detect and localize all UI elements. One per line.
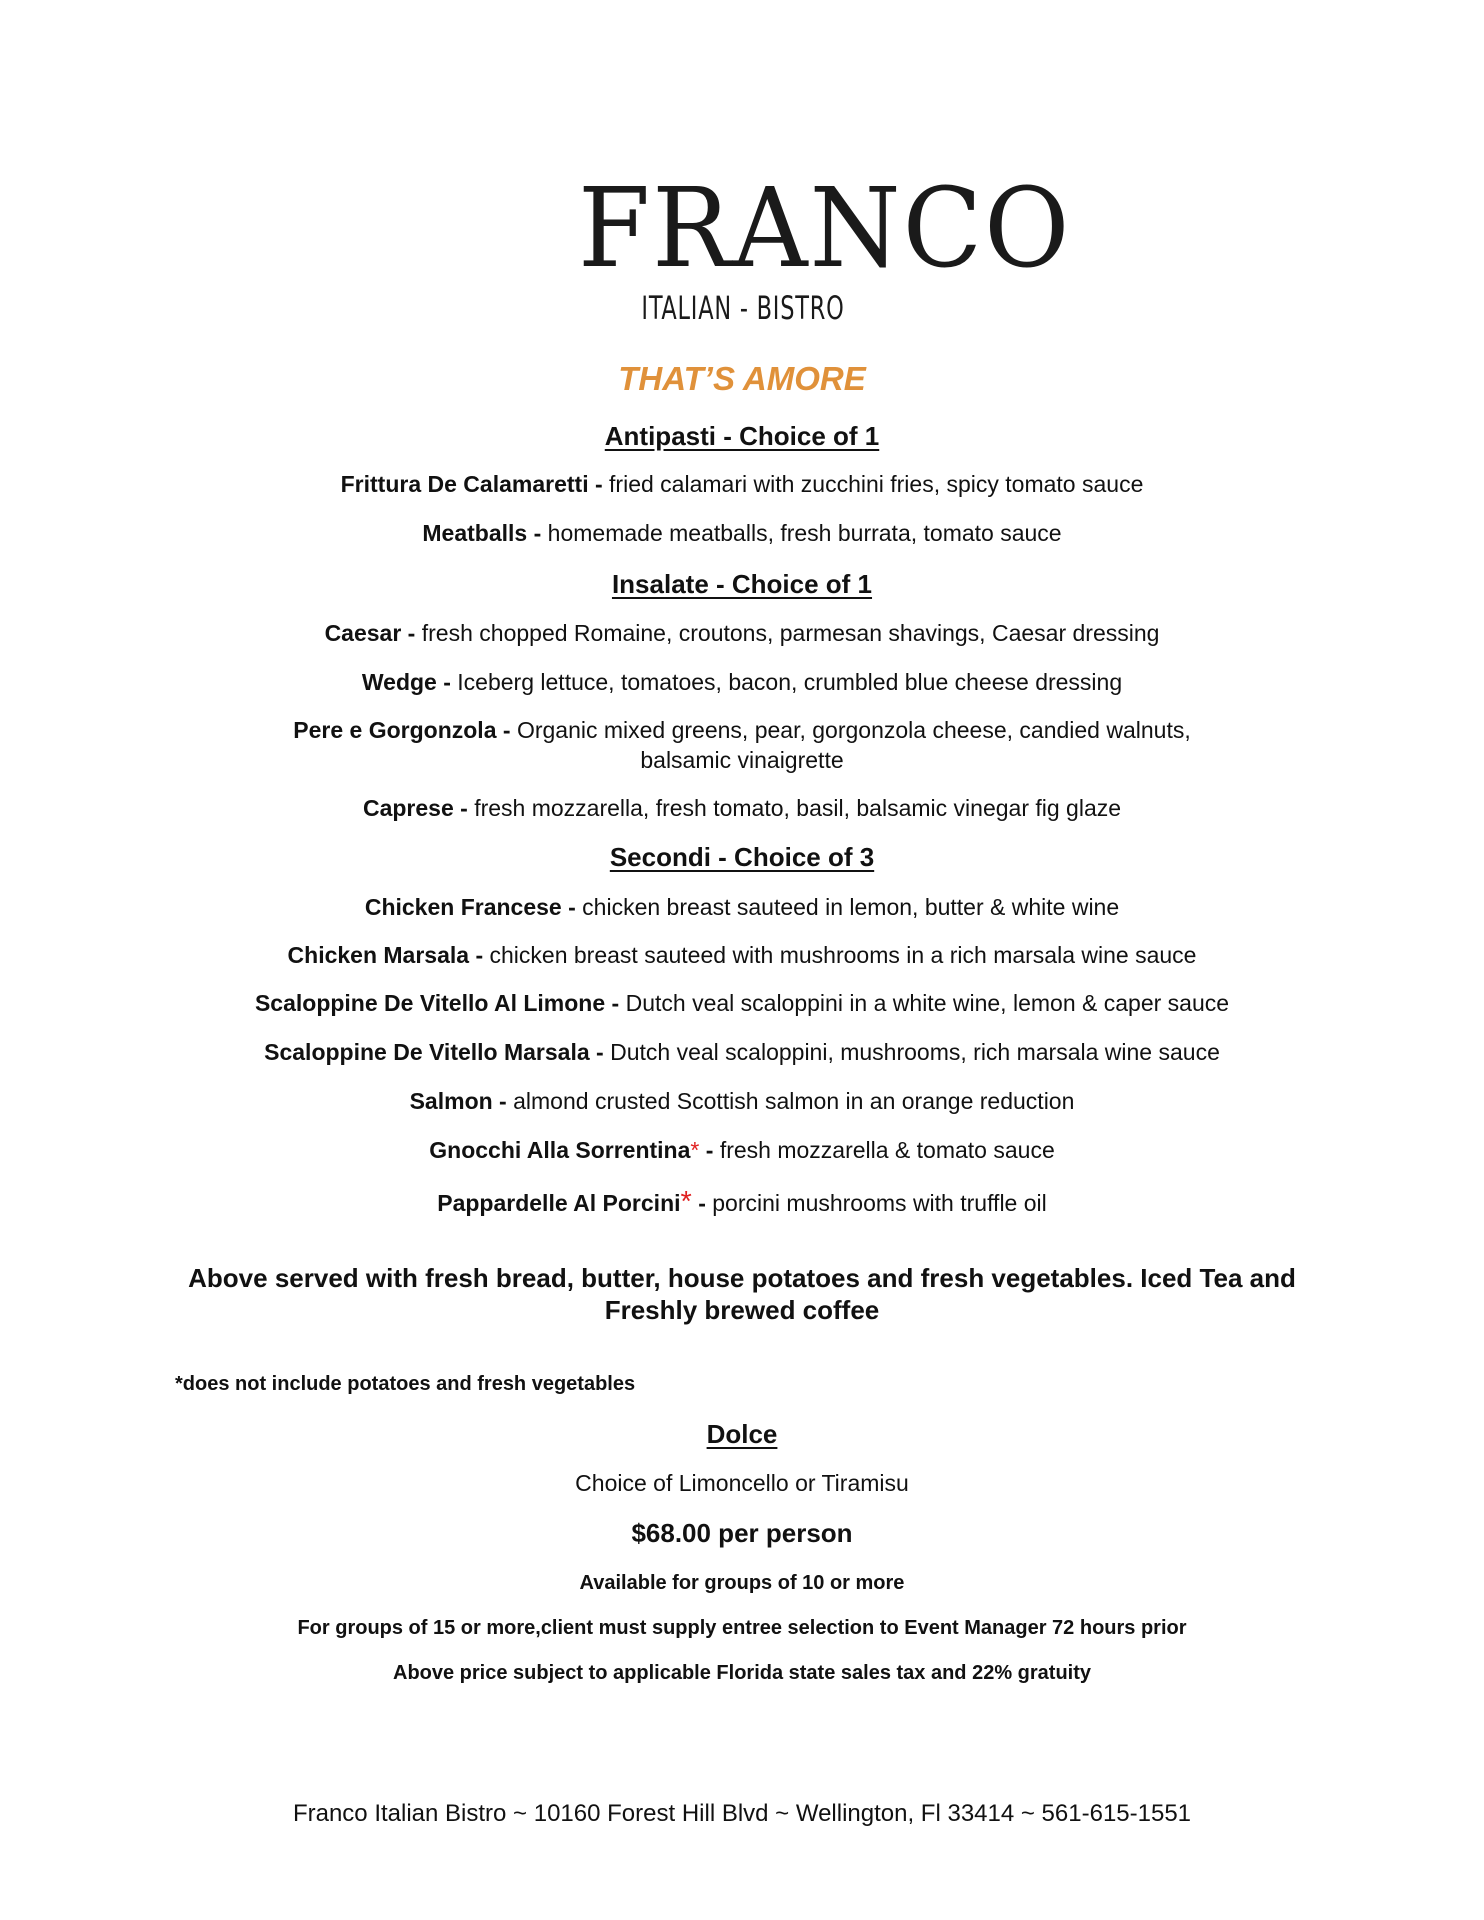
menu-item bbox=[0, 940, 1484, 970]
item-name: Wedge bbox=[361, 669, 437, 695]
item-name: Scaloppine De Vitello Al Limone bbox=[254, 990, 606, 1016]
dolce-title: Dolce bbox=[706, 1419, 778, 1449]
item-dash: - bbox=[588, 471, 610, 497]
dolce-description: Choice of Limoncello or Tiramisu bbox=[575, 1470, 909, 1496]
item-dash: - bbox=[605, 990, 626, 1016]
item-description: Dutch veal scaloppini, mushrooms, rich marsala wine sauce bbox=[610, 1039, 1220, 1065]
item-description: fried calamari with zucchini fries, spicy tomato sauce bbox=[609, 471, 1144, 497]
menu-item bbox=[0, 988, 1484, 1018]
item-dash: - bbox=[699, 1137, 720, 1163]
item-dash: - bbox=[401, 620, 422, 646]
item-name: Caesar bbox=[324, 620, 402, 646]
item-name: Scaloppine De Vitello Marsala bbox=[264, 1039, 590, 1065]
item-description: fresh chopped Romaine, croutons, parmesan shavings, Caesar dressing bbox=[421, 620, 1160, 646]
condition-text: Available for groups of 10 or more bbox=[579, 1572, 905, 1594]
menu-item bbox=[0, 518, 1484, 548]
item-dash: - bbox=[496, 717, 517, 743]
logo-wordmark: FRANCO bbox=[578, 163, 1072, 293]
item-name: Frittura De Calamaretti bbox=[340, 471, 589, 497]
menu-item bbox=[0, 793, 1484, 823]
insalate-title: Insalate - Choice of 1 bbox=[611, 569, 873, 599]
item-dash: - bbox=[561, 894, 583, 920]
item-description: Dutch veal scaloppini in a white wine, lemon & caper sauce bbox=[625, 990, 1230, 1016]
menu-item bbox=[0, 618, 1484, 648]
logo-subtitle: ITALIAN - BISTRO bbox=[641, 289, 845, 327]
item-name: Salmon bbox=[409, 1088, 493, 1114]
menu-item bbox=[0, 1187, 1484, 1218]
franco-logo bbox=[578, 163, 1072, 340]
served-note: Above served with fresh bread, butter, house potatoes and fresh vegetables. Iced Tea and Freshly brewed coffee bbox=[188, 1263, 1296, 1325]
item-name: Pere e Gorgonzola bbox=[293, 717, 497, 743]
item-name: Caprese bbox=[362, 795, 454, 821]
asterisk-mark: * bbox=[680, 1186, 692, 1218]
item-description: chicken breast sauteed in lemon, butter & white wine bbox=[582, 894, 1120, 920]
item-dash: - bbox=[453, 795, 475, 821]
exclusion-note: *does not include potatoes and fresh vegetables bbox=[175, 1373, 636, 1395]
item-description: porcini mushrooms with truffle oil bbox=[712, 1190, 1047, 1216]
menu-item bbox=[0, 1086, 1484, 1116]
item-dash: - bbox=[469, 942, 490, 968]
menu-item bbox=[0, 892, 1484, 922]
item-dash: - bbox=[527, 520, 548, 546]
item-dash: - bbox=[492, 1088, 514, 1114]
item-dash: - bbox=[691, 1190, 713, 1216]
asterisk-mark: * bbox=[690, 1137, 700, 1163]
item-description: Organic mixed greens, pear, gorgonzola cheese, candied walnuts, bbox=[516, 717, 1191, 743]
price: $68.00 per person bbox=[631, 1518, 853, 1548]
menu-item bbox=[0, 1037, 1484, 1067]
condition-text: Above price subject to applicable Florida state sales tax and 22% gratuity bbox=[393, 1662, 1091, 1684]
item-description: fresh mozzarella & tomato sauce bbox=[719, 1137, 1055, 1163]
item-description: Iceberg lettuce, tomatoes, bacon, crumbled blue cheese dressing bbox=[457, 669, 1123, 695]
item-dash: - bbox=[589, 1039, 611, 1065]
item-name: Gnocchi Alla Sorrentina bbox=[429, 1137, 691, 1163]
item-description: fresh mozzarella, fresh tomato, basil, balsamic vinegar fig glaze bbox=[474, 795, 1122, 821]
item-name: Chicken Marsala bbox=[287, 942, 470, 968]
antipasti-title: Antipasti - Choice of 1 bbox=[604, 421, 880, 451]
item-description: almond crusted Scottish salmon in an orange reduction bbox=[513, 1088, 1075, 1114]
tagline: THAT’S AMORE bbox=[618, 360, 866, 397]
footer-address: Franco Italian Bistro ~ 10160 Forest Hill Blvd ~ Wellington, Fl 33414 ~ 561-615-1551 bbox=[292, 1800, 1192, 1827]
item-description-cont: balsamic vinaigrette bbox=[640, 747, 844, 773]
item-name: Meatballs bbox=[422, 520, 528, 546]
item-name: Pappardelle Al Porcini bbox=[437, 1190, 681, 1216]
secondi-title: Secondi - Choice of 3 bbox=[609, 842, 875, 872]
menu-item bbox=[0, 715, 1484, 775]
condition-text: For groups of 15 or more,client must supply entree selection to Event Manager 72 hours prior bbox=[297, 1617, 1187, 1639]
item-dash: - bbox=[436, 669, 458, 695]
item-name: Chicken Francese bbox=[364, 894, 562, 920]
menu-item bbox=[0, 1135, 1484, 1165]
item-description: homemade meatballs, fresh burrata, tomato sauce bbox=[547, 520, 1062, 546]
item-description: chicken breast sauteed with mushrooms in a rich marsala wine sauce bbox=[489, 942, 1197, 968]
menu-item bbox=[0, 469, 1484, 499]
menu-item bbox=[0, 667, 1484, 697]
